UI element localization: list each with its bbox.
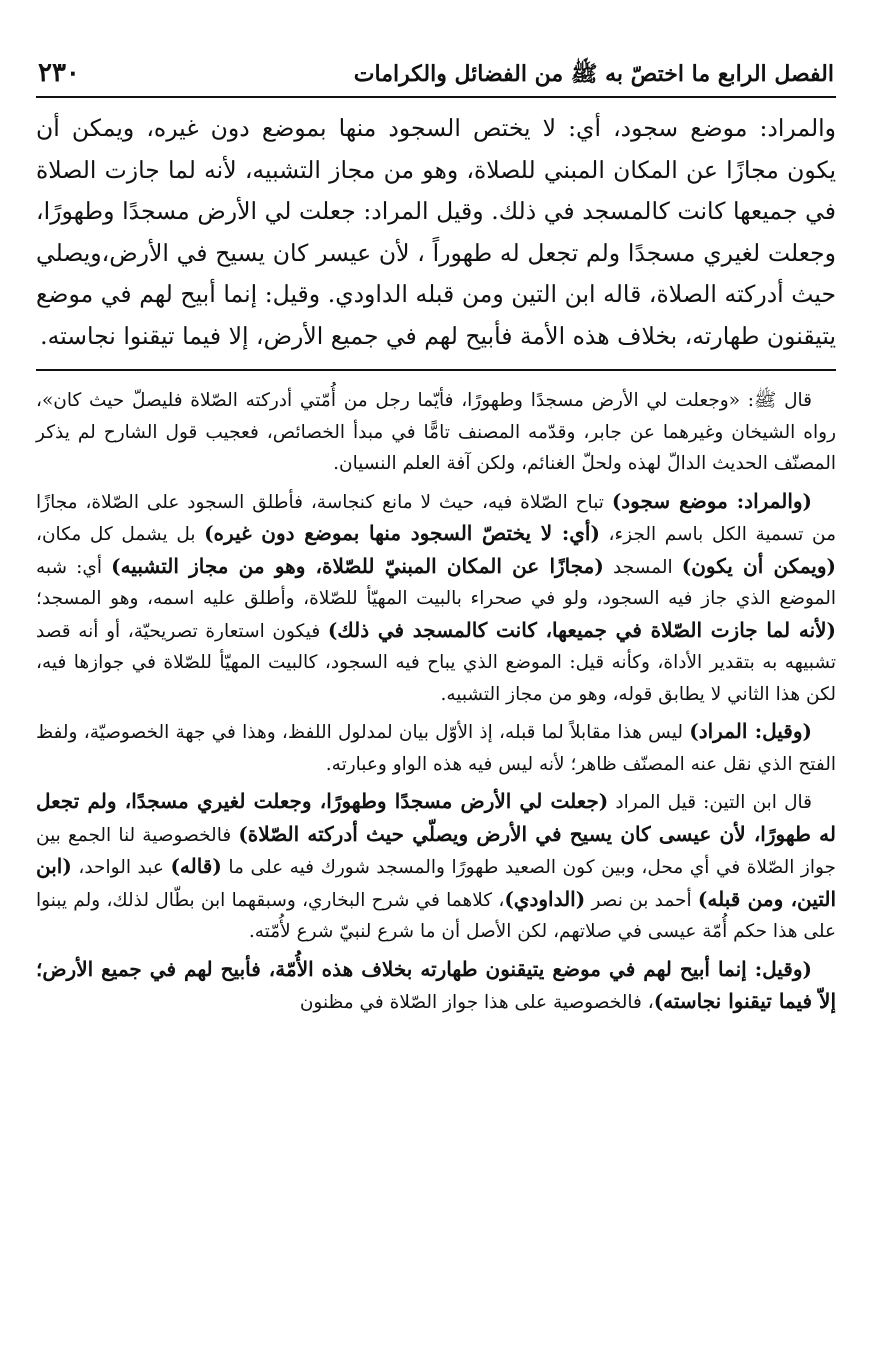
- quoted-matn-segment: (وقيل: المراد): [689, 719, 812, 743]
- chapter-title: الفصل الرابع ما اختصّ به ﷺ من الفضائل والكرامات: [353, 61, 834, 87]
- book-page: [36, 58, 836, 1025]
- running-header: [36, 58, 836, 98]
- commentary-segment: تباح الصّلاة فيه، حيث لا مانع كنجاسة، فأطلق السجود على الصّلاة، مجازًا من تسمية الكل باسم الجزء،: [36, 491, 836, 545]
- commentary-segment: المسجد: [603, 556, 682, 578]
- commentary-segment: ، رواه الشيخان وغيرهما عن جابر، وقدّمه المصنف تامًّا في مبدأ الخصائص، فعجيب قول الشارح لم يذكر المصنّف الحديث الدالّ لهذه ولحلّ الغنائم، ولكن آفة العلم النسيان.: [36, 390, 836, 474]
- commentary-segment: ، فالخصوصية على هذا جواز الصّلاة في مظنون: [299, 992, 654, 1013]
- commentary-paragraph: [36, 385, 836, 480]
- quoted-matn-segment: (وقيل: إنما أبيح لهم في موضع يتيقنون طهارته بخلاف هذه الأُمّة، فأبيح لهم في جميع الأرض؛ إلاّ فيما تيقنوا نجاسته): [36, 956, 836, 1013]
- section-divider: [36, 369, 836, 371]
- commentary-segment: فالخصوصية لنا الجمع بين جواز الصّلاة في أي محل، وبين كون الصعيد طهورًا والمسجد شورك فيه على ما: [36, 824, 836, 878]
- commentary-paragraph: [36, 954, 836, 1019]
- commentary-paragraph: [36, 716, 836, 780]
- commentary-segment: ليس هذا مقابلاً لما قبله، إذ الأوّل بيان لمدلول اللفظ، وهذا في جهة الخصوصيّة، ولفظ الفتح الذي نقل عنه المصنّف ظاهر؛ لأنه ليس فيه هذه الواو وعبارته.: [36, 722, 836, 775]
- quoted-matn-segment: (قاله): [170, 854, 222, 878]
- quoted-matn-segment: (الداودي): [504, 886, 586, 911]
- commentary-segment: أي: شبه الموضع الذي جاز فيه السجود، ولو في صحراء بالبيت المهيّأ للصّلاة، وأطلق عليه اسمه، وهو المسجد؛: [36, 556, 836, 609]
- commentary-segment: بل يشمل كل مكان،: [36, 524, 205, 545]
- commentary-paragraph: [36, 486, 836, 711]
- page-number: ٢٣٠: [38, 58, 80, 88]
- quoted-matn-segment: (ويمكن أن يكون): [681, 553, 836, 578]
- quoted-matn-segment: (مجازًا عن المكان المبنيّ للصّلاة، وهو من مجاز التشبيه): [111, 553, 604, 578]
- quoted-matn-segment: (أي: لا يختصّ السجود منها بموضع دون غيره): [204, 521, 600, 545]
- commentary-segment: ، كلاهما في شرح البخاري، وسبقهما ابن بطّال لذلك، ولم يبنوا على هذا حكم أُمّة عيسى في صلاتهم، لكن الأصل أن ما شرع لنبيّ شرع لأُمّته.: [36, 889, 836, 942]
- commentary-segment: قال ﷺ:: [740, 390, 812, 411]
- commentary-segment: «وجعلت لي الأرض مسجدًا وطهورًا، فأيّما رجل من أُمّتي أدركته الصّلاة فليصلّ حيث كان»: [41, 390, 741, 411]
- quoted-matn-segment: (ابن التين، ومن قبله): [36, 854, 836, 911]
- quoted-matn-segment: (جعلت لي الأرض مسجدًا وطهورًا، وجعلت لغيري مسجدًا، ولم تجعل له طهورًا، لأن عيسى كان يسيح في الأرض ويصلّي حيث أدركته الصّلاة): [36, 789, 836, 846]
- commentary-segment: عبد الواحد،: [71, 857, 171, 878]
- quoted-matn-segment: (لأنه لما جازت الصّلاة في جميعها، كانت كالمسجد في ذلك): [327, 617, 836, 642]
- commentary-segment: قال ابن التين: قيل المراد: [608, 792, 812, 813]
- quoted-matn-segment: (والمراد: موضع سجود): [611, 488, 812, 513]
- commentary-segment: فيكون استعارة تصريحيّة، أو أنه قصد تشبيهه به بتقدير الأداة، وكأنه قيل: الموضع الذي يباح فيه السجود، كالبيت المهيّأ للصّلاة في جوازها فيه، لكن هذا الثاني لا يطابق قوله، وهو من مجاز التشبيه.: [36, 620, 836, 705]
- commentary-segment: أحمد بن نصر: [585, 889, 698, 911]
- commentary-paragraph: [36, 786, 836, 948]
- main-text: والمراد: موضع سجود، أي: لا يختص السجود منها بموضع دون غيره، ويمكن أن يكون مجازًا عن المكان المبني للصلاة، وهو من مجاز التشبيه، لأنه لما جازت الصلاة في جميعها كانت كالمسجد في ذلك. وقيل المراد: جعلت لي الأرض مسجدًا وطهورًا، وجعلت لغيري مسجدًا ولم تجعل له طهوراً ، لأن عيسر كان يسيح في الأرض،ويصلي حيث أدركته الصلاة، قاله ابن التين ومن قبله الداودي. وقيل: إنما أبيح لهم في موضع يتيقنون طهارته، بخلاف هذه الأمة فأبيح لهم في جميع الأرض، إلا فيما تيقنوا نجاسته.: [36, 114, 836, 350]
- commentary: [36, 385, 836, 1019]
